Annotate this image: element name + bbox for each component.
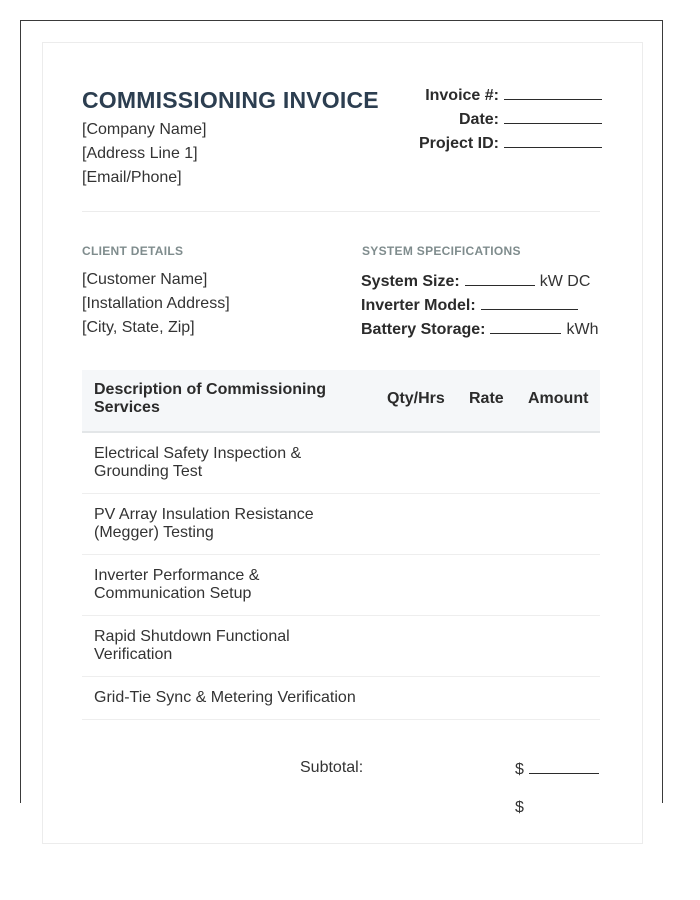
project-id-label: Project ID: (418, 135, 499, 152)
company-name: [Company Name] (82, 121, 207, 138)
amount-column-header: Amount (528, 390, 589, 407)
invoice-number-field[interactable] (504, 85, 602, 100)
table-row (82, 494, 600, 555)
description-column-header: Description of Commissioning Services (94, 381, 327, 416)
company-contact: [Email/Phone] (82, 169, 182, 186)
inverter-model-label: Inverter Model: (361, 297, 476, 314)
document-frame (20, 20, 663, 816)
rate-column-header: Rate (469, 390, 504, 407)
system-size-field[interactable] (465, 271, 535, 286)
battery-storage-unit: kWh (566, 321, 599, 338)
company-address: [Address Line 1] (82, 145, 198, 162)
table-row (82, 555, 600, 616)
invoice-number-label: Invoice #: (425, 87, 499, 104)
subtotal-currency: $ (515, 761, 524, 778)
service-description: Electrical Safety Inspection & Grounding Test (94, 445, 302, 480)
table-row (82, 433, 600, 494)
city-state-zip: [City, State, Zip] (82, 319, 195, 336)
qty-column-header: Qty/Hrs (387, 390, 445, 407)
table-header (82, 370, 600, 433)
battery-storage-row (361, 319, 598, 339)
table-row (82, 616, 600, 677)
battery-storage-label: Battery Storage: (361, 321, 486, 338)
installation-address: [Installation Address] (82, 295, 230, 312)
service-description: Inverter Performance & Communication Setup (94, 567, 260, 602)
invoice-title: COMMISSIONING INVOICE (82, 87, 379, 113)
system-size-row (361, 271, 590, 291)
invoice-date-label: Date: (458, 111, 499, 128)
client-details-heading: CLIENT DETAILS (82, 244, 184, 258)
system-specs-heading: SYSTEM SPECIFICATIONS (362, 244, 521, 258)
battery-storage-field[interactable] (490, 319, 561, 334)
service-description: Rapid Shutdown Functional Verification (94, 628, 290, 663)
subtotal-label: Subtotal: (300, 759, 364, 776)
invoice-date-field[interactable] (504, 109, 602, 124)
project-id-field[interactable] (504, 133, 602, 148)
inverter-model-field[interactable] (481, 295, 578, 310)
subtotal-field[interactable] (529, 759, 599, 774)
invoice-date-row (459, 109, 602, 129)
inverter-model-row (361, 295, 578, 315)
system-size-label: System Size: (361, 273, 460, 290)
services-table (82, 370, 600, 720)
customer-name: [Customer Name] (82, 271, 208, 288)
next-total-currency: $ (515, 799, 524, 816)
project-id-row (419, 133, 602, 153)
subtotal-value (515, 759, 599, 779)
table-row (82, 677, 600, 720)
invoice-number-row (425, 85, 602, 105)
header-divider (82, 211, 600, 212)
system-size-unit: kW DC (539, 273, 591, 290)
service-description: Grid-Tie Sync & Metering Verification (94, 689, 356, 706)
service-description: PV Array Insulation Resistance (Megger) Testing (94, 506, 314, 541)
